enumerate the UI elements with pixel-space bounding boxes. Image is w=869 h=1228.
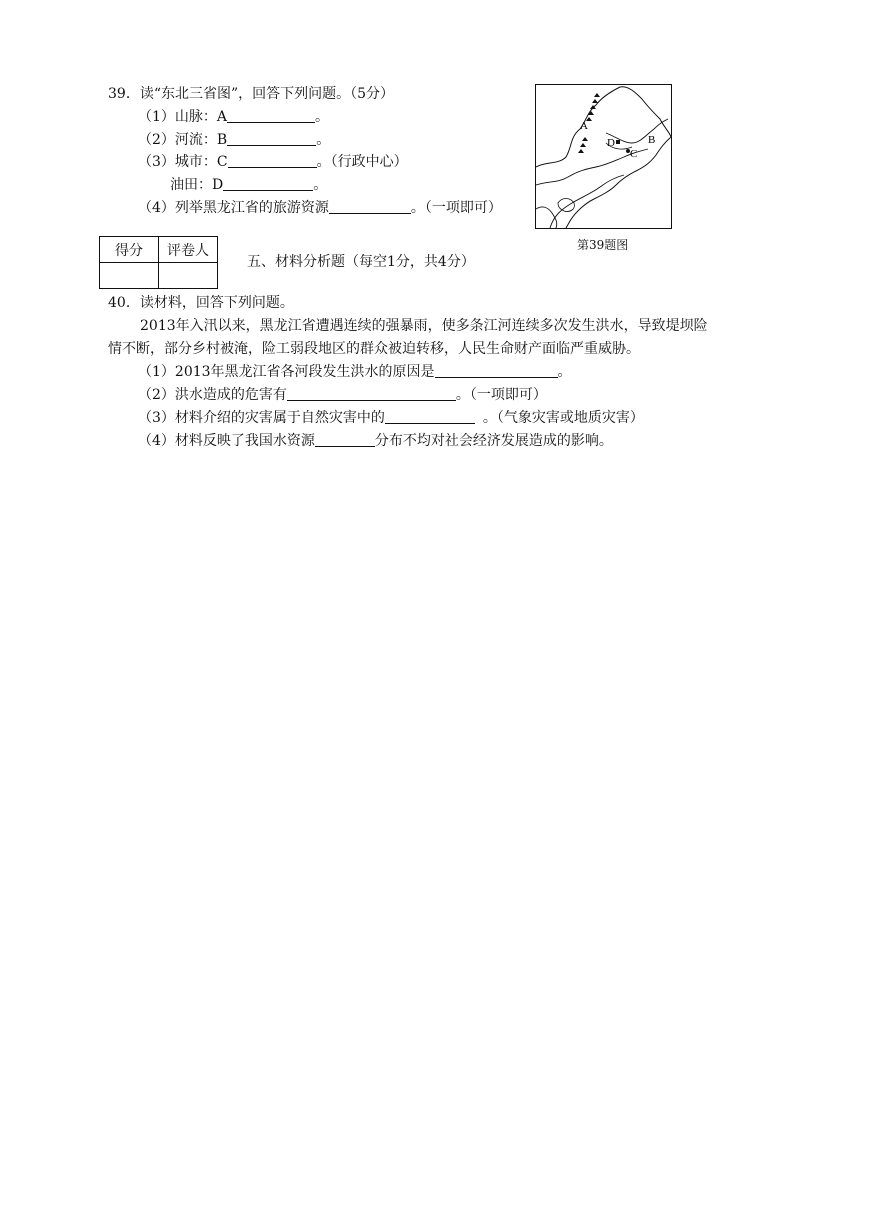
q40-material-line-1: 2013年入汛以来，黑龙江省遭遇连续的强暴雨，使多条江河连续多次发生洪水，导致堤坝险 [140,318,708,334]
q39-answer-blank-2[interactable] [227,131,316,146]
score-cell[interactable] [100,263,159,289]
q39-item-1-prefix: （1）山脉：A [138,109,228,125]
q40-item-4-prefix: （4）材料反映了我国水资源 [138,433,315,449]
q40-item-2 [138,386,547,404]
oilfield-d-marker [616,140,620,144]
q40-item-1 [138,363,572,381]
q40-answer-blank-4[interactable] [315,432,375,447]
q39-item-oilfield-suffix: 。 [313,177,328,193]
q40-item-4-suffix: 分布不均对社会经济发展造成的影响。 [374,433,613,449]
q39-item-1 [138,108,329,126]
q39-item-oilfield [170,176,327,194]
q40-item-3-suffix: 。（气象灾害或地质灾害） [482,410,644,426]
q39-title: 39．读“东北三省图”，回答下列问题。（5分） [108,86,395,102]
grader-cell[interactable] [159,263,218,289]
q40-item-1-prefix: （1）2013年黑龙江省各河段发生洪水的原因是 [138,364,435,380]
q40-item-4 [138,432,613,450]
q39-item-2-prefix: （2）河流：B [138,132,228,148]
map-bottom-shape [558,199,574,212]
q40-title: 40．读材料，回答下列问题。 [108,295,294,311]
q39-item-4-prefix: （4）列举黑龙江省的旅游资源 [138,200,329,216]
q40-item-2-prefix: （2）洪水造成的危害有 [138,387,287,403]
q39-answer-blank-3[interactable] [228,153,317,168]
q39-item-oilfield-prefix: 油田：D [170,177,224,193]
q39-item-3 [138,153,408,171]
q40-item-1-suffix: 。 [557,364,572,380]
river-b [606,119,668,143]
q40-answer-blank-1[interactable] [435,363,558,378]
q39-item-3-prefix: （3）城市：C [138,154,228,170]
q39-item-4-suffix: 。（一项即可） [410,200,502,216]
q39-item-1-suffix: 。 [315,109,330,125]
score-label: 得分 [100,237,159,263]
q40-answer-blank-3[interactable] [385,409,475,424]
q39-item-4 [138,199,502,217]
q40-item-3 [138,409,644,427]
q40-item-3-prefix: （3）材料介绍的灾害属于自然灾害中的 [138,410,385,426]
grader-label: 评卷人 [159,237,218,263]
q39-answer-blank-4[interactable] [223,176,313,191]
map-caption: 第39题图 [577,238,629,252]
map-label-b: B [648,134,656,146]
map-coast-line [536,207,557,228]
q39-item-2 [138,131,330,149]
q39-item-2-suffix: 。 [316,132,331,148]
map-province-border-2 [550,175,624,228]
section-5-title: 五、材料分析题（每空1分，共4分） [247,254,475,270]
q39-answer-blank-1[interactable] [227,108,315,123]
q39-item-3-suffix: 。（行政中心） [316,154,408,170]
q40-item-2-suffix: 。（一项即可） [455,387,547,403]
q40-material-line-2: 情不断，部分乡村被淹，险工弱段地区的群众被迫转移，人民生命财产面临严重威胁。 [108,341,640,357]
score-table [99,236,218,289]
q40-answer-blank-2[interactable] [287,386,456,401]
map-boundary-line [536,87,671,167]
northeast-map-drawing [536,85,671,228]
map-label-c: C [630,148,638,160]
q39-answer-blank-5[interactable] [329,199,411,214]
northeast-map [535,84,672,229]
map-label-d: D [607,137,615,149]
map-label-a: A [580,120,588,132]
